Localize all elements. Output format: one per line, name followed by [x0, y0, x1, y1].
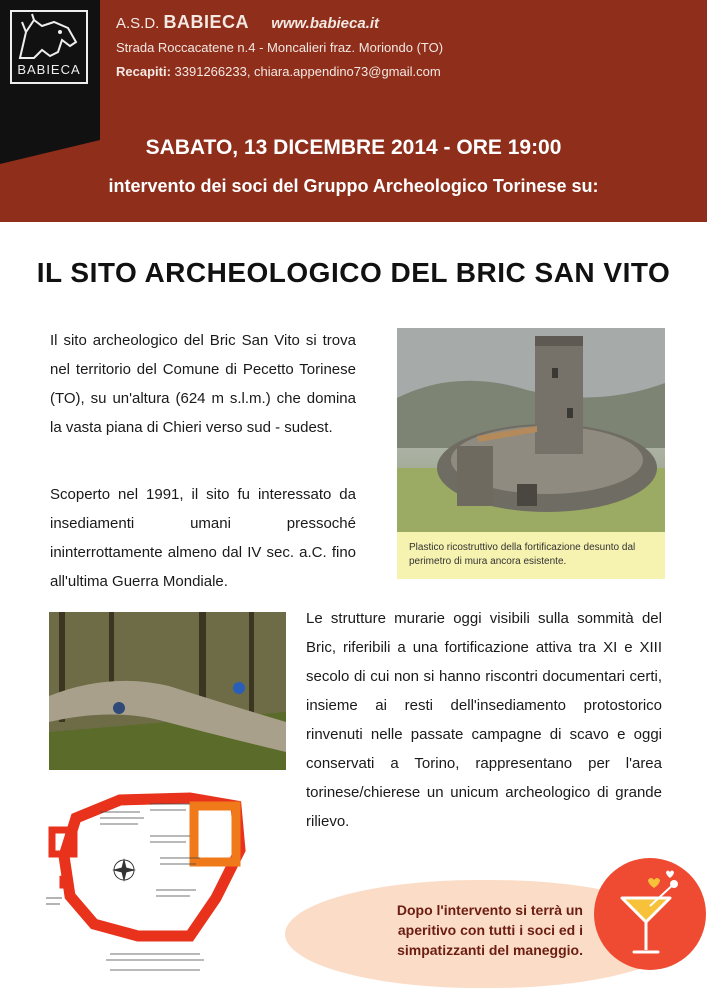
website-link[interactable]: www.babieca.it — [271, 15, 380, 32]
tower-model-image — [397, 328, 665, 532]
org-line — [116, 12, 379, 33]
fort-plan-diagram — [40, 786, 298, 982]
org-prefix: A.S.D. — [116, 15, 160, 32]
logo-text: BABIECA — [17, 62, 81, 77]
org-name: BABIECA — [163, 12, 250, 32]
excavation-photo — [49, 612, 286, 770]
address: Strada Roccacatene n.4 - Moncalieri fraz. Moriondo (TO) — [116, 40, 444, 55]
fort-plan — [40, 786, 298, 982]
paragraph-structures: Le strutture murarie oggi visibili sulla sommità del Bric, riferibili a una fortificazione attiva tra XI e XIII secolo di cui non si hanno riscontri documentari certi, insieme ai resti dell'insediamento protostorico rinvenuti nelle passate campagne di scavo e oggi conservati a Torino, rappresentano per l'area torinese/chierese un unicum archeologico di grande rilievo. — [306, 610, 662, 830]
paragraph-location: Il sito archeologico del Bric San Vito si trova nel territorio del Comune di Pecetto Torinese (TO), su un'altura (624 m s.l.m.) che domina la vasta piana di Chieri verso sud - sudest. — [50, 332, 356, 436]
cocktail-glass-icon — [594, 858, 706, 970]
event-intro: intervento dei soci del Gruppo Archeologico Torinese su: — [108, 176, 599, 196]
contacts-label: Recapiti: — [116, 64, 171, 79]
contacts — [116, 64, 441, 79]
compass-icon — [112, 858, 136, 882]
page-title: IL SITO ARCHEOLOGICO DEL BRIC SAN VITO — [36, 257, 671, 288]
fortification-model-photo — [397, 328, 665, 532]
paragraph-history: Scoperto nel 1991, il sito fu interessato da insediamenti umani pressoché ininterrottamente almeno dal IV sec. a.C. fino all'ultima Guerra Mondiale. — [50, 486, 356, 590]
aperitif-text: Dopo l'intervento si terrà un aperitivo con tutti i soci ed i simpatizzanti del maneggio. — [396, 902, 583, 958]
photo-caption: Plastico ricostruttivo della fortificazione desunto dal perimetro di mura ancora esistente. — [397, 532, 665, 579]
horse-logo-icon — [12, 12, 86, 68]
event-date: SABATO, 13 DICEMBRE 2014 - ORE 19:00 — [145, 136, 562, 159]
excavation-image — [49, 612, 286, 770]
contacts-value[interactable]: 3391266233, chiara.appendino73@gmail.com — [170, 64, 441, 79]
